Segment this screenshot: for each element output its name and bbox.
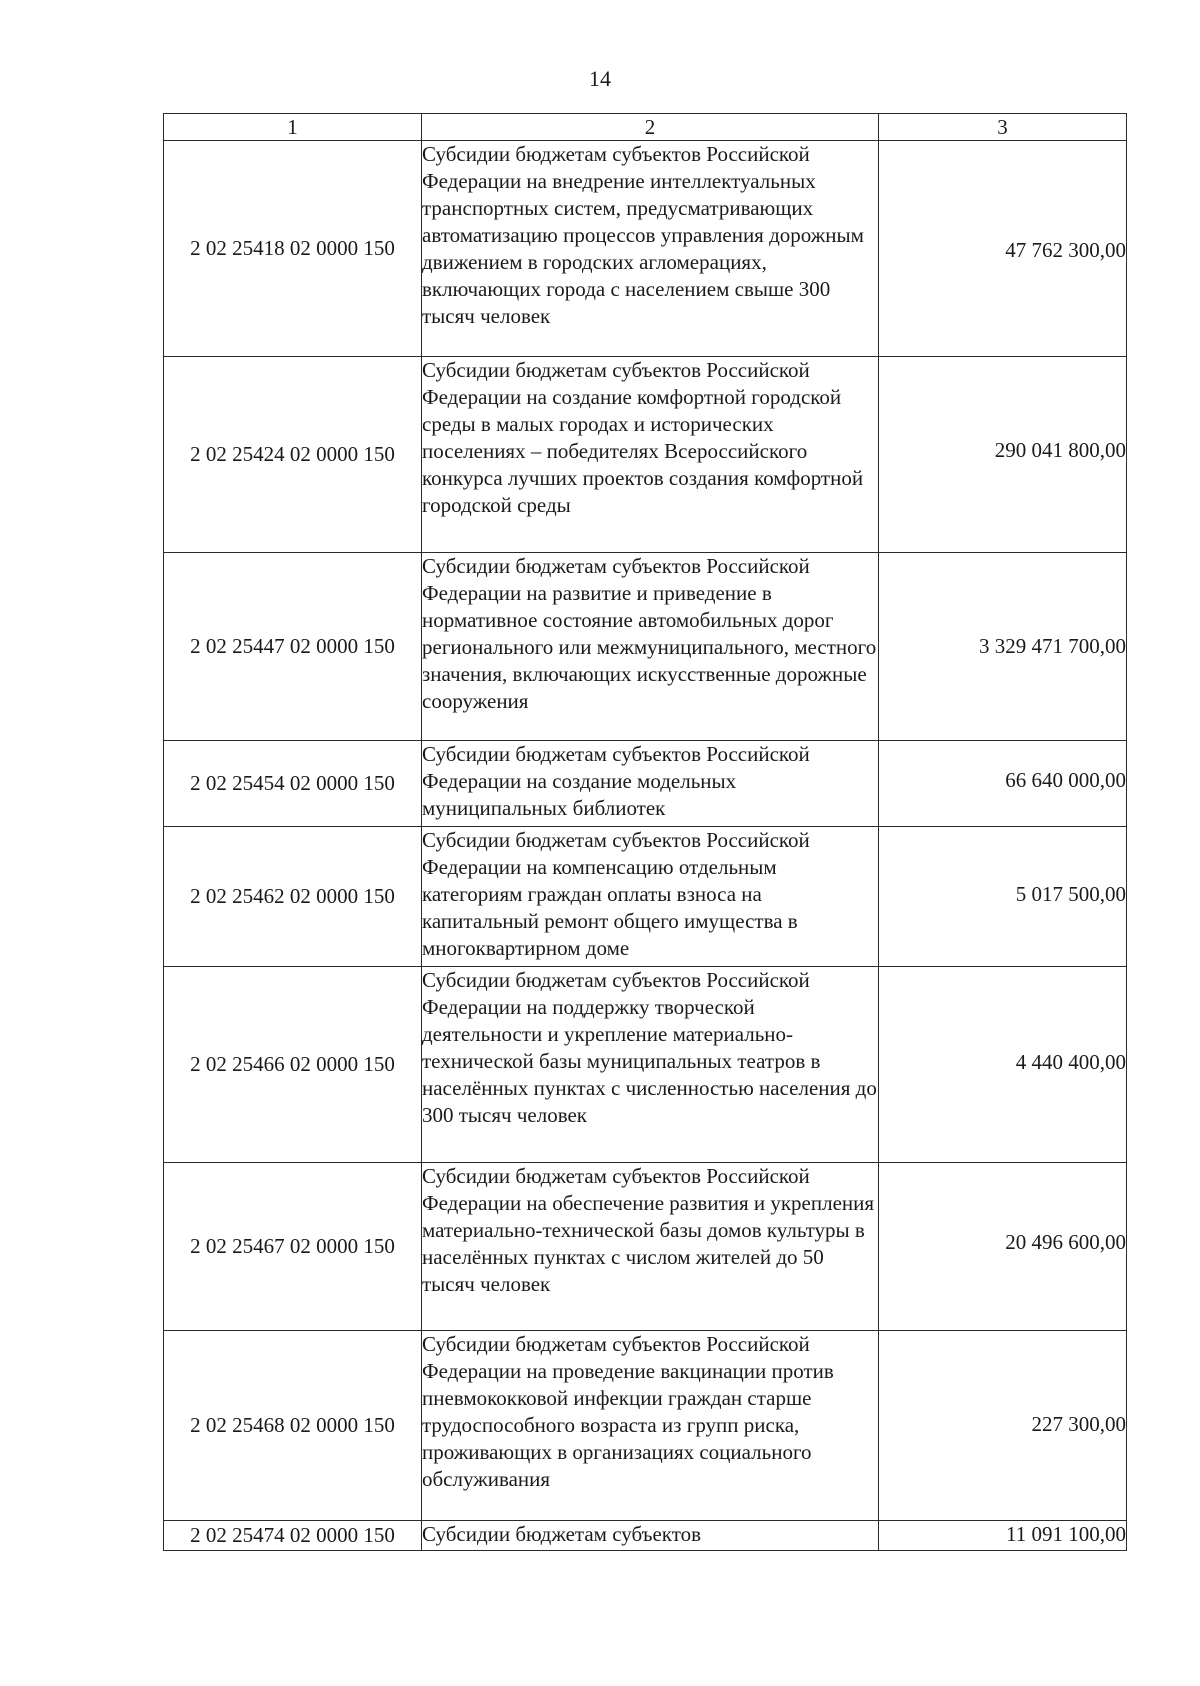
budget-code: 2 02 25424 02 0000 150 — [164, 357, 422, 553]
subsidy-amount: 5 017 500,00 — [879, 827, 1127, 967]
column-header-amount: 3 — [879, 114, 1127, 141]
budget-code: 2 02 25418 02 0000 150 — [164, 141, 422, 357]
table-row — [164, 741, 1127, 827]
subsidy-description: Субсидии бюджетам субъектов Российской Федерации на развитие и приведение в нормативное состояние автомобильных дорог регионального или межмуниципального, местного значения, включающих искусственные дорожные сооружения — [422, 553, 879, 741]
subsidy-description: Субсидии бюджетам субъектов Российской Федерации на создание комфортной городской среды в малых городах и исторических поселениях – победителях Всероссийского конкурса лучших проектов создания комфортной городской среды — [422, 357, 879, 553]
subsidy-amount: 47 762 300,00 — [879, 141, 1127, 357]
budget-code: 2 02 25467 02 0000 150 — [164, 1163, 422, 1331]
subsidy-description: Субсидии бюджетам субъектов Российской Федерации на поддержку творческой деятельности и укрепление материально-технической базы муниципальных театров в населённых пунктах с численностью населения до 300 тысяч человек — [422, 967, 879, 1163]
table-header-row — [164, 114, 1127, 141]
subsidy-description: Субсидии бюджетам субъектов Российской Федерации на внедрение интеллектуальных транспортных систем, предусматривающих автоматизацию процессов управления дорожным движением в городских агломерациях, включающих города с населением свыше 300 тысяч человек — [422, 141, 879, 357]
table-row — [164, 357, 1127, 553]
budget-code: 2 02 25474 02 0000 150 — [164, 1521, 422, 1551]
table-row — [164, 1331, 1127, 1521]
budget-code: 2 02 25462 02 0000 150 — [164, 827, 422, 967]
subsidy-amount: 66 640 000,00 — [879, 741, 1127, 827]
subsidy-description: Субсидии бюджетам субъектов — [422, 1521, 879, 1551]
subsidy-description: Субсидии бюджетам субъектов Российской Федерации на создание модельных муниципальных библиотек — [422, 741, 879, 827]
budget-code: 2 02 25447 02 0000 150 — [164, 553, 422, 741]
table-row — [164, 1163, 1127, 1331]
budget-revenue-table — [163, 113, 1127, 1551]
column-header-description: 2 — [422, 114, 879, 141]
budget-code: 2 02 25454 02 0000 150 — [164, 741, 422, 827]
page-number: 14 — [589, 66, 611, 91]
budget-code: 2 02 25468 02 0000 150 — [164, 1331, 422, 1521]
column-header-code: 1 — [164, 114, 422, 141]
subsidy-amount: 290 041 800,00 — [879, 357, 1127, 553]
subsidy-amount: 227 300,00 — [879, 1331, 1127, 1521]
budget-code: 2 02 25466 02 0000 150 — [164, 967, 422, 1163]
subsidy-description: Субсидии бюджетам субъектов Российской Федерации на обеспечение развития и укрепления материально-технической базы домов культуры в населённых пунктах с числом жителей до 50 тысяч человек — [422, 1163, 879, 1331]
table-row — [164, 967, 1127, 1163]
table-row — [164, 827, 1127, 967]
subsidy-amount: 11 091 100,00 — [879, 1521, 1127, 1551]
subsidy-description: Субсидии бюджетам субъектов Российской Федерации на проведение вакцинации против пневмококковой инфекции граждан старше трудоспособного возраста из групп риска, проживающих в организациях социального обслуживания — [422, 1331, 879, 1521]
subsidy-amount: 4 440 400,00 — [879, 967, 1127, 1163]
subsidy-description: Субсидии бюджетам субъектов Российской Федерации на компенсацию отдельным категориям граждан оплаты взноса на капитальный ремонт общего имущества в многоквартирном доме — [422, 827, 879, 967]
table-row — [164, 553, 1127, 741]
subsidy-amount: 3 329 471 700,00 — [879, 553, 1127, 741]
table-row — [164, 141, 1127, 357]
subsidy-amount: 20 496 600,00 — [879, 1163, 1127, 1331]
table-row — [164, 1521, 1127, 1551]
